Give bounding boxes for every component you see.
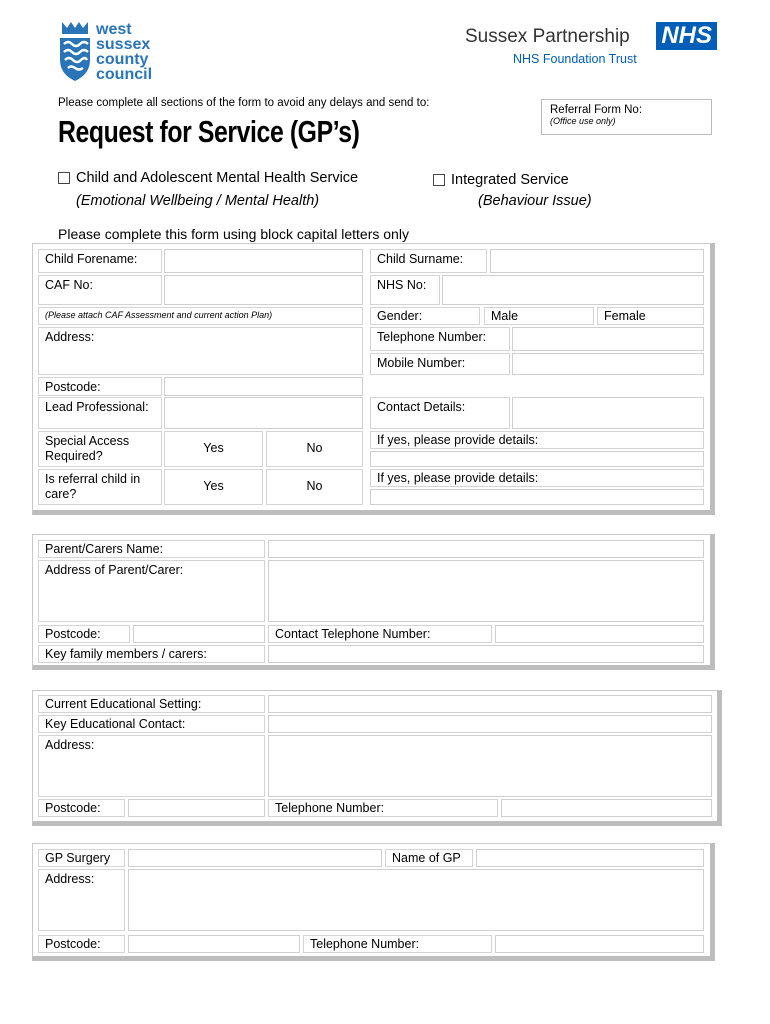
education-telephone-input[interactable]	[501, 799, 712, 817]
educational-contact-label: Key Educational Contact:	[38, 715, 265, 733]
child-telephone-label: Telephone Number:	[370, 327, 510, 351]
gender-female-option[interactable]: Female	[597, 307, 704, 325]
child-address-label: Address:	[38, 327, 363, 375]
parent-address-label: Address of Parent/Carer:	[38, 560, 265, 622]
educational-setting-label: Current Educational Setting:	[38, 695, 265, 713]
gp-address-label: Address:	[38, 869, 125, 931]
in-care-no[interactable]: No	[266, 469, 363, 505]
integrated-checkbox[interactable]	[433, 174, 445, 186]
caf-no-input[interactable]	[164, 275, 363, 305]
parent-contact-tel-label: Contact Telephone Number:	[268, 625, 492, 643]
council-name-line3: county	[96, 51, 149, 68]
nhs-badge: NHS	[656, 22, 717, 50]
office-use-note: (Office use only)	[550, 116, 616, 126]
education-address-input[interactable]	[268, 735, 712, 797]
child-mobile-label: Mobile Number:	[370, 353, 510, 375]
special-access-details-input[interactable]	[370, 451, 704, 467]
education-postcode-label: Postcode:	[38, 799, 125, 817]
special-access-details-label: If yes, please provide details:	[370, 431, 704, 449]
partner-logo	[465, 22, 717, 68]
gp-telephone-input[interactable]	[495, 935, 704, 953]
caf-attach-note: (Please attach CAF Assessment and current action Plan)	[38, 307, 363, 325]
parent-contact-tel-input[interactable]	[495, 625, 704, 643]
referral-form-box[interactable]	[541, 99, 712, 135]
intro-text: Please complete all sections of the form to avoid any delays and send to:	[58, 97, 430, 109]
partner-name: Sussex Partnership	[465, 26, 630, 47]
key-family-label: Key family members / carers:	[38, 645, 265, 663]
integrated-subtitle: (Behaviour Issue)	[478, 193, 592, 209]
council-logo	[58, 20, 168, 84]
gp-name-input[interactable]	[476, 849, 704, 867]
parent-postcode-label: Postcode:	[38, 625, 130, 643]
gp-surgery-input[interactable]	[128, 849, 382, 867]
special-access-label: Special Access Required?	[38, 431, 162, 467]
child-surname-label: Child Surname:	[370, 249, 487, 273]
gp-address-input[interactable]	[128, 869, 704, 931]
in-care-label: Is referral child in care?	[38, 469, 162, 505]
child-surname-input[interactable]	[490, 249, 704, 273]
key-family-input[interactable]	[268, 645, 704, 663]
parent-name-label: Parent/Carers Name:	[38, 540, 265, 558]
child-mobile-input[interactable]	[512, 353, 704, 375]
nhs-no-input[interactable]	[442, 275, 704, 305]
camhs-label: Child and Adolescent Mental Health Service	[76, 170, 359, 186]
child-forename-label: Child Forename:	[38, 249, 162, 273]
gp-postcode-input[interactable]	[128, 935, 300, 953]
child-telephone-input[interactable]	[512, 327, 704, 351]
in-care-yes[interactable]: Yes	[164, 469, 263, 505]
parent-postcode-input[interactable]	[133, 625, 265, 643]
council-crest-icon	[58, 20, 92, 82]
nhs-no-label: NHS No:	[370, 275, 440, 305]
contact-details-label: Contact Details:	[370, 397, 510, 429]
lead-professional-label: Lead Professional:	[38, 397, 162, 429]
council-name-line4: council	[96, 66, 153, 83]
child-postcode-label: Postcode:	[38, 377, 162, 396]
gender-male-option[interactable]: Male	[484, 307, 594, 325]
page-title: Request for Service (GP’s)	[58, 114, 360, 149]
in-care-details-input[interactable]	[370, 489, 704, 505]
in-care-details-label: If yes, please provide details:	[370, 469, 704, 487]
integrated-option[interactable]	[433, 172, 569, 188]
gp-name-label: Name of GP	[385, 849, 473, 867]
education-postcode-input[interactable]	[128, 799, 265, 817]
gp-surgery-label: GP Surgery	[38, 849, 125, 867]
referral-form-label: Referral Form No:	[550, 104, 643, 116]
lead-professional-input[interactable]	[164, 397, 363, 429]
child-postcode-input[interactable]	[164, 377, 363, 396]
camhs-checkbox[interactable]	[58, 172, 70, 184]
gender-label: Gender:	[370, 307, 480, 325]
block-capitals-note: Please complete this form using block capital letters only	[58, 226, 409, 242]
child-forename-input[interactable]	[164, 249, 363, 273]
gp-telephone-label: Telephone Number:	[303, 935, 492, 953]
gp-postcode-label: Postcode:	[38, 935, 125, 953]
integrated-label: Integrated Service	[451, 172, 569, 188]
caf-no-label: CAF No:	[38, 275, 162, 305]
special-access-no[interactable]: No	[266, 431, 363, 467]
camhs-option[interactable]	[58, 170, 358, 186]
council-name-line2: sussex	[96, 36, 151, 53]
education-address-label: Address:	[38, 735, 265, 797]
special-access-yes[interactable]: Yes	[164, 431, 263, 467]
council-name-line1: west	[96, 21, 132, 38]
education-telephone-label: Telephone Number:	[268, 799, 498, 817]
educational-setting-input[interactable]	[268, 695, 712, 713]
partner-subtitle: NHS Foundation Trust	[513, 52, 637, 66]
camhs-subtitle: (Emotional Wellbeing / Mental Health)	[76, 193, 320, 209]
contact-details-input[interactable]	[512, 397, 704, 429]
parent-address-input[interactable]	[268, 560, 704, 622]
educational-contact-input[interactable]	[268, 715, 712, 733]
parent-name-input[interactable]	[268, 540, 704, 558]
